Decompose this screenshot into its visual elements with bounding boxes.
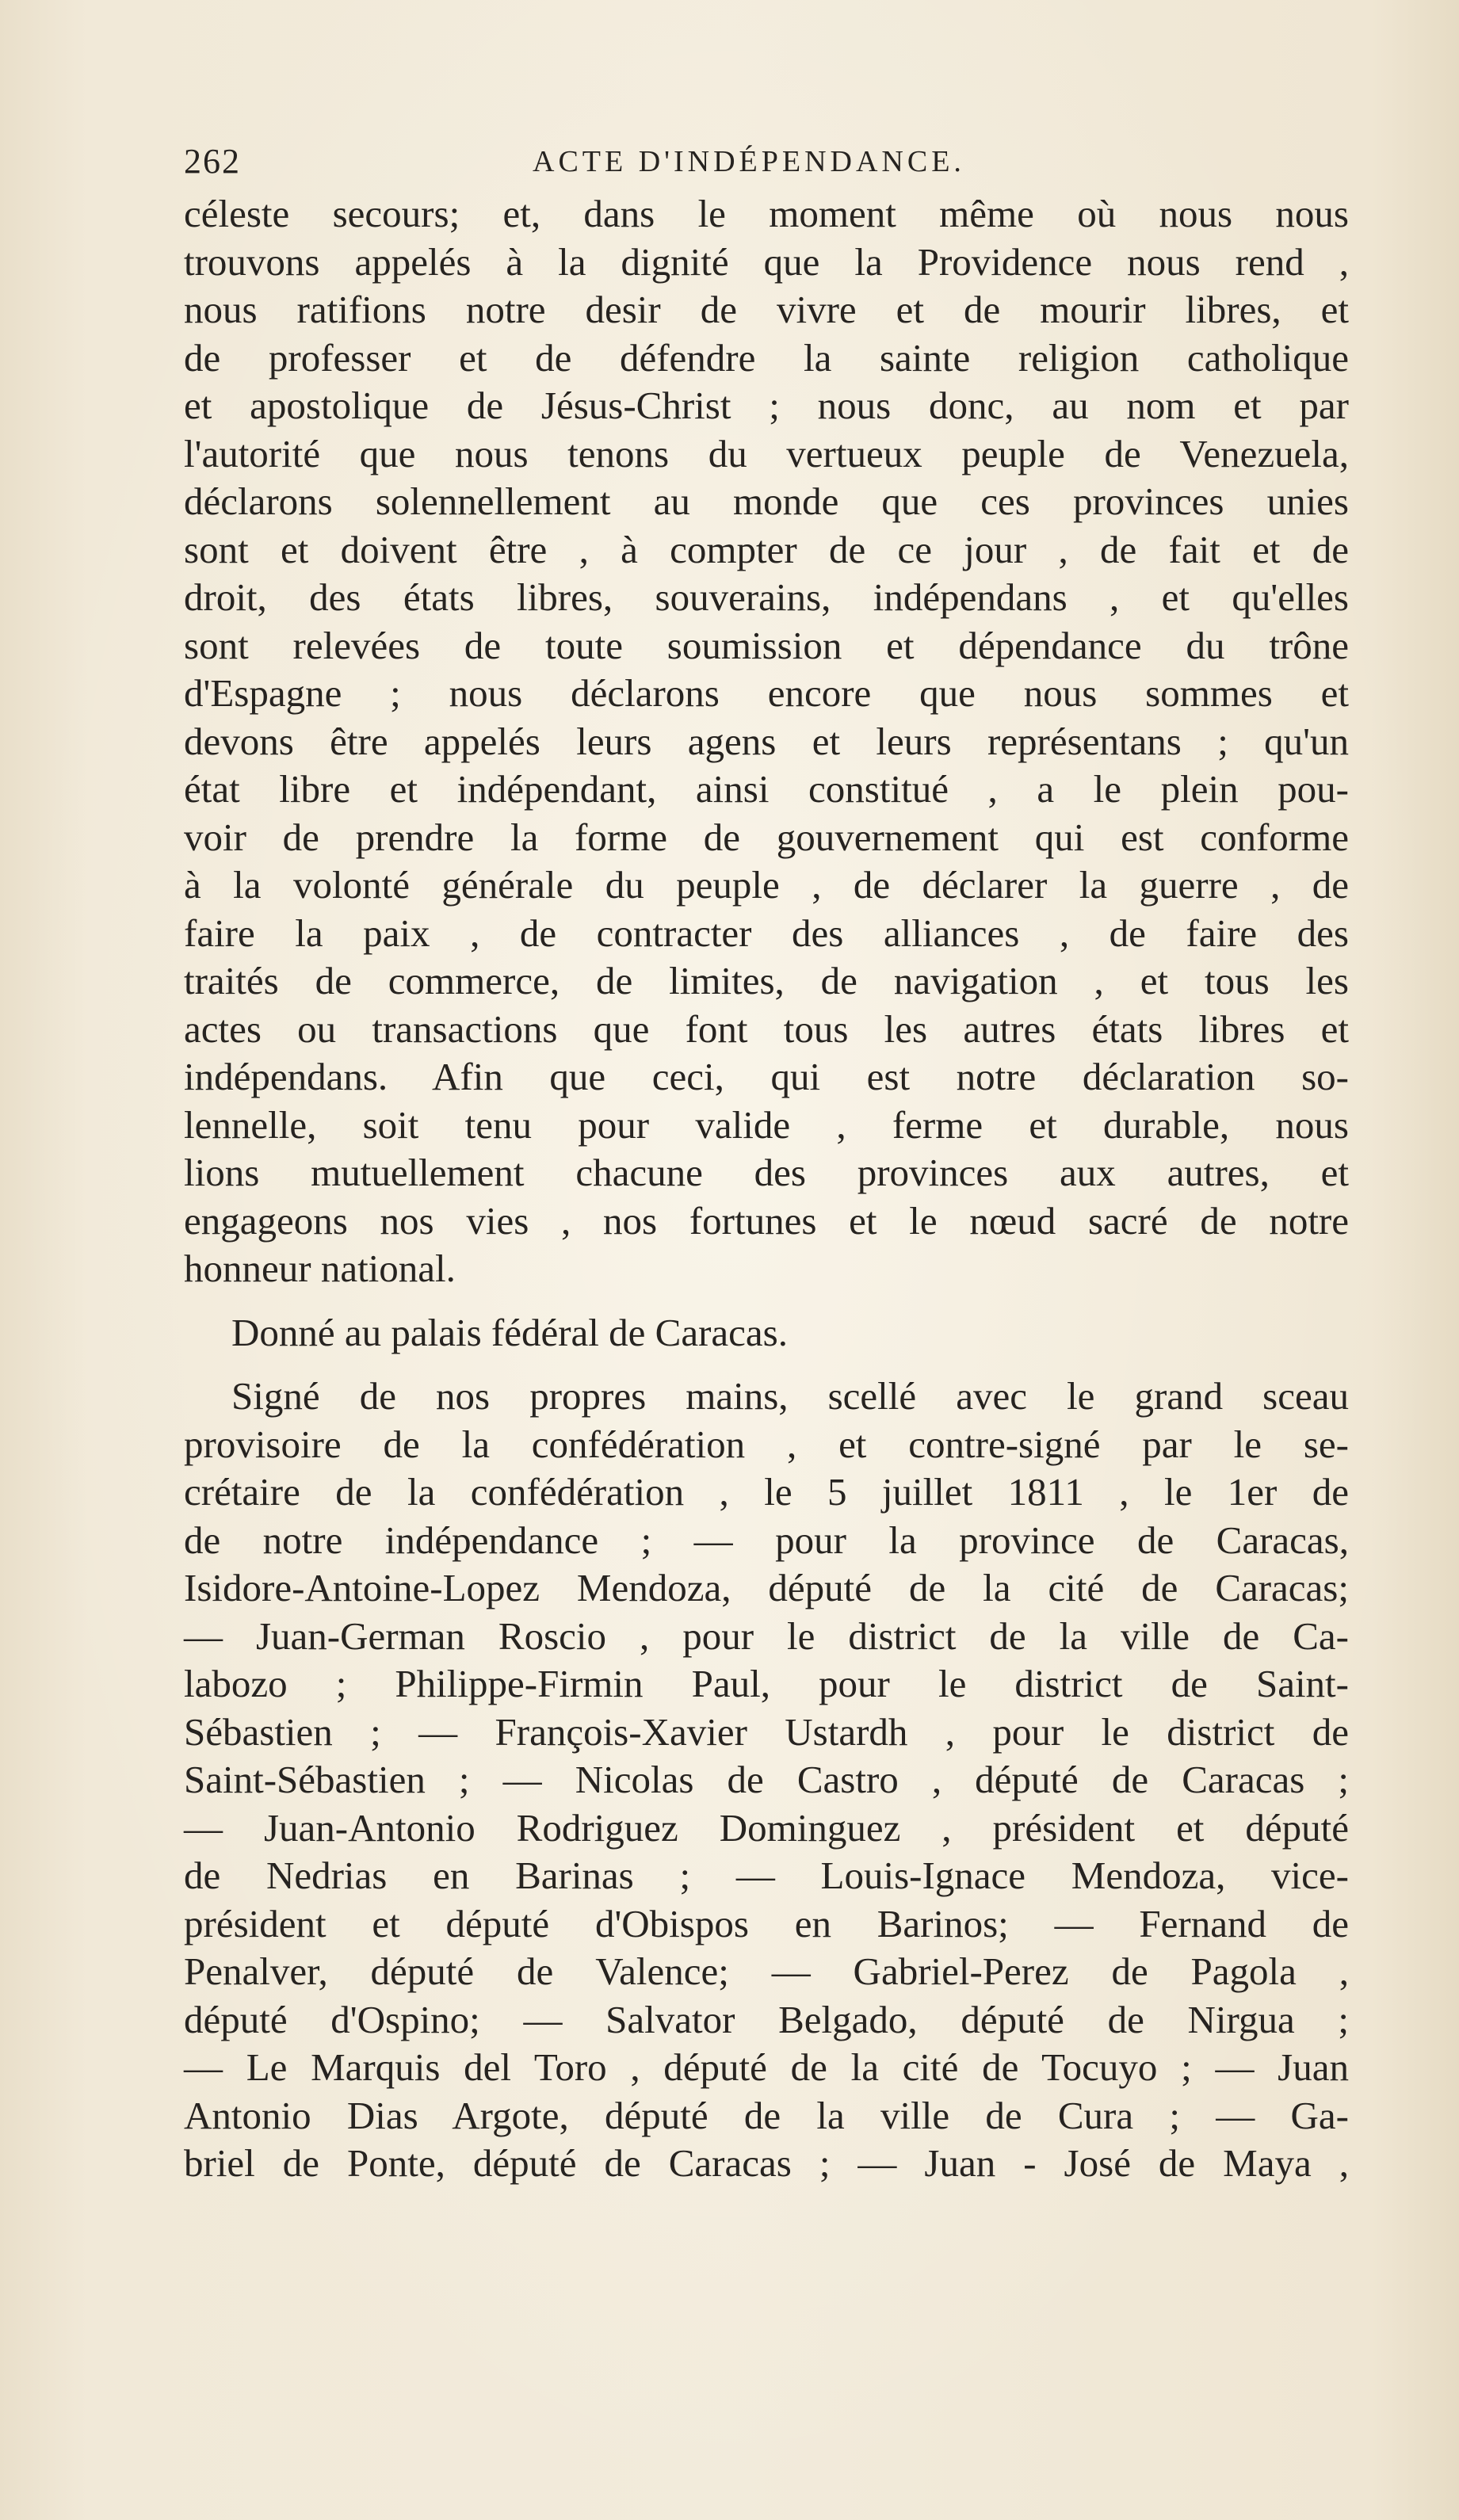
text-line: sont et doivent être , à compter de ce jour , de fait et de bbox=[184, 527, 1349, 571]
text-line: — Le Marquis del Toro , député de la cité de Tocuyo ; — Juan bbox=[184, 2045, 1349, 2089]
running-title: ACTE D'INDÉPENDANCE. bbox=[533, 145, 965, 178]
text-line: crétaire de la confédération , le 5 juillet 1811 , le 1er de bbox=[184, 1470, 1349, 1514]
text-line: Saint-Sébastien ; — Nicolas de Castro , député de Caracas ; bbox=[184, 1758, 1349, 1801]
text-line: honneur national. bbox=[184, 1247, 456, 1290]
text-line: nous ratifions notre desir de vivre et de mourir libres, et bbox=[184, 288, 1349, 331]
text-line: et apostolique de Jésus-Christ ; nous donc, au nom et par bbox=[184, 384, 1349, 427]
text-line: de notre indépendance ; — pour la province de Caracas, bbox=[184, 1518, 1349, 1562]
text-line: de Nedrias en Barinas ; — Louis-Ignace Mendoza, vice- bbox=[184, 1854, 1349, 1897]
page-header bbox=[184, 141, 1349, 197]
text-line: Antonio Dias Argote, député de la ville de Cura ; — Ga- bbox=[184, 2093, 1349, 2137]
text-line: traités de commerce, de limites, de navigation , et tous les bbox=[184, 959, 1349, 1002]
text-line: à la volonté générale du peuple , de déclarer la guerre , de bbox=[184, 863, 1349, 907]
text-line: l'autorité que nous tenons du vertueux peuple de Venezuela, bbox=[184, 431, 1349, 475]
text-line: engageons nos vies , nos fortunes et le nœud sacré de notre bbox=[184, 1198, 1349, 1243]
text-line: — Juan-German Roscio , pour le district de la ville de Ca- bbox=[184, 1613, 1349, 1658]
text-line: de professer et de défendre la sainte religion catholique bbox=[184, 335, 1349, 380]
text-line: Isidore-Antoine-Lopez Mendoza, député de la cité de Caracas; bbox=[184, 1566, 1349, 1609]
text-line: d'Espagne ; nous déclarons encore que nous sommes et bbox=[184, 671, 1349, 715]
text-line: droit, des états libres, souverains, indépendans , et qu'elles bbox=[184, 575, 1349, 619]
text-line: devons être appelés leurs agens et leurs représentans ; qu'un bbox=[184, 719, 1349, 763]
text-line: — Juan-Antonio Rodriguez Dominguez , président et député bbox=[184, 1805, 1349, 1850]
text-line: Penalver, député de Valence; — Gabriel-Perez de Pagola , bbox=[184, 1949, 1349, 1993]
text-line: lions mutuellement chacune des provinces aux autres, et bbox=[184, 1151, 1349, 1194]
text-line: Signé de nos propres mains, scellé avec le grand sceau bbox=[231, 1374, 1349, 1418]
text-line: indépendans. Afin que ceci, qui est notre déclaration so- bbox=[184, 1055, 1349, 1098]
page-number: 262 bbox=[184, 142, 241, 181]
paragraph-gap bbox=[184, 1357, 1349, 1373]
text-line: trouvons appelés à la dignité que la Providence nous rend , bbox=[184, 239, 1349, 284]
paragraph-gap bbox=[184, 1293, 1349, 1309]
text-line: président et député d'Obispos en Barinos; — Fernand de bbox=[184, 1901, 1349, 1945]
text-line: Donné au palais fédéral de Caracas. bbox=[231, 1310, 788, 1354]
declaration-paragraph bbox=[184, 190, 1349, 1293]
signatories-paragraph bbox=[184, 1373, 1349, 2188]
text-line: déclarons solennellement au monde que ces provinces unies bbox=[184, 479, 1349, 523]
text-line: briel de Ponte, député de Caracas ; — Juan - José de Maya , bbox=[184, 2141, 1349, 2185]
text-line: actes ou transactions que font tous les autres états libres et bbox=[184, 1006, 1349, 1051]
given-at-paragraph bbox=[184, 1309, 1349, 1357]
text-line: provisoire de la confédération , et contre-signé par le se- bbox=[184, 1422, 1349, 1466]
text-line: député d'Ospino; — Salvator Belgado, député de Nirgua ; bbox=[184, 1997, 1349, 2041]
text-line: sont relevées de toute soumission et dépendance du trône bbox=[184, 623, 1349, 667]
page-body bbox=[184, 190, 1349, 2188]
text-line: Sébastien ; — François-Xavier Ustardh , pour le district de bbox=[184, 1709, 1349, 1754]
text-line: labozo ; Philippe-Firmin Paul, pour le district de Saint- bbox=[184, 1662, 1349, 1705]
text-line: céleste secours; et, dans le moment même où nous nous bbox=[184, 192, 1349, 235]
text-line: état libre et indépendant, ainsi constitué , a le plein pou- bbox=[184, 767, 1349, 811]
text-line: lennelle, soit tenu pour valide , ferme et durable, nous bbox=[184, 1102, 1349, 1147]
text-line: voir de prendre la forme de gouvernement qui est conforme bbox=[184, 815, 1349, 859]
text-line: faire la paix , de contracter des alliances , de faire des bbox=[184, 911, 1349, 955]
